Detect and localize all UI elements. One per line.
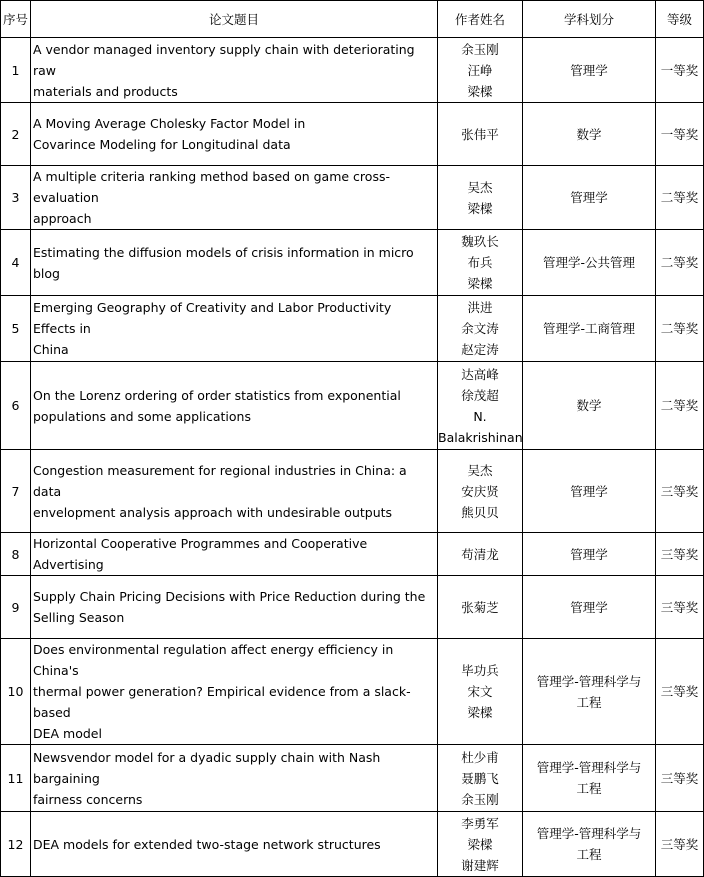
award-grade: 二等奖 (656, 230, 704, 296)
discipline-line: 数学 (576, 398, 602, 413)
author-name: 梁樑 (467, 200, 493, 216)
author-name: 苟清龙 (461, 546, 499, 562)
discipline (523, 230, 656, 296)
paper-title-line: materials and products (33, 83, 178, 99)
table-row (1, 166, 704, 230)
paper-title-line: DEA models for extended two-stage network structures (33, 836, 381, 852)
author-name: 余玉刚 (461, 41, 499, 57)
row-index: 9 (1, 576, 31, 639)
row-index: 4 (1, 230, 31, 296)
paper-title-line: A multiple criteria ranking method based on game cross-evaluation (33, 169, 390, 205)
row-index: 11 (1, 745, 31, 812)
table-row (1, 230, 704, 296)
table-body (1, 38, 704, 877)
paper-title-line: A Moving Average Cholesky Factor Model in (33, 116, 306, 131)
author-name: 梁樑 (467, 705, 493, 720)
header-row (1, 1, 704, 38)
discipline (523, 812, 656, 877)
row-index: 5 (1, 296, 31, 362)
table-row (1, 450, 704, 533)
authors (438, 38, 523, 103)
row-index: 12 (1, 812, 31, 877)
award-grade: 三等奖 (656, 533, 704, 576)
paper-title (31, 450, 438, 533)
author-name: 吴杰 (467, 462, 493, 478)
discipline-line: 管理学-公共管理 (542, 255, 635, 270)
discipline-line: 管理学-管理科学与 (536, 673, 642, 689)
paper-title (31, 639, 438, 745)
authors (438, 230, 523, 296)
paper-title-line: Covarince Modeling for Longitudinal data (33, 137, 291, 152)
discipline (523, 103, 656, 166)
paper-title-line: Estimating the diffusion models of crisis information in micro blog (33, 244, 414, 281)
discipline-line: 管理学-管理科学与 (536, 760, 642, 775)
award-grade: 一等奖 (656, 38, 704, 103)
paper-title (31, 812, 438, 877)
paper-title (31, 296, 438, 362)
discipline-line: 数学 (576, 126, 602, 142)
row-index: 8 (1, 533, 31, 576)
paper-title-line: On the Lorenz ordering of order statistics from exponential (33, 387, 401, 403)
authors (438, 450, 523, 533)
author-name: 布兵 (467, 255, 493, 270)
paper-title (31, 103, 438, 166)
author-name: 聂鹏飞 (461, 770, 499, 786)
header-discipline: 学科划分 (523, 1, 656, 38)
paper-title (31, 745, 438, 812)
discipline (523, 296, 656, 362)
award-grade: 二等奖 (656, 296, 704, 362)
discipline (523, 38, 656, 103)
discipline-line: 管理学 (570, 546, 608, 562)
paper-title (31, 362, 438, 450)
author-name: 毕功兵 (461, 663, 499, 678)
award-grade: 二等奖 (656, 362, 704, 450)
award-grade: 二等奖 (656, 166, 704, 230)
paper-title-line: populations and some applications (33, 408, 251, 424)
award-grade: 三等奖 (656, 576, 704, 639)
author-name: 余文涛 (461, 321, 499, 336)
discipline-line: 管理学 (570, 599, 608, 615)
paper-title-line: thermal power generation? Empirical evidence from a slack-based (33, 684, 411, 720)
author-name: 宋文 (467, 684, 493, 699)
author-name: 吴杰 (467, 179, 493, 195)
authors (438, 166, 523, 230)
paper-title-line: approach (33, 211, 92, 226)
table-row (1, 296, 704, 362)
table-row (1, 639, 704, 745)
author-name: 余玉刚 (461, 791, 499, 807)
row-index: 6 (1, 362, 31, 450)
paper-title-line: envelopment analysis approach with undesirable outputs (33, 504, 393, 520)
discipline-line: 管理学 (570, 483, 608, 499)
header-index: 序号 (1, 1, 31, 38)
discipline-line: 工程 (576, 847, 602, 862)
paper-title-line: China (33, 342, 69, 357)
author-name: 洪进 (467, 300, 493, 315)
author-name: 梁樑 (467, 83, 493, 99)
author-name: 杜少甫 (461, 749, 499, 765)
author-name: 梁樑 (467, 836, 493, 852)
row-index: 7 (1, 450, 31, 533)
authors (438, 362, 523, 450)
author-name: 熊贝贝 (461, 504, 499, 520)
discipline (523, 362, 656, 450)
discipline (523, 166, 656, 230)
header-authors: 作者姓名 (438, 1, 523, 38)
paper-title-line: A vendor managed inventory supply chain with deteriorating raw (33, 41, 415, 78)
table-row (1, 362, 704, 450)
paper-title (31, 230, 438, 296)
award-grade: 三等奖 (656, 812, 704, 877)
author-name: 达高峰 (461, 366, 499, 382)
table-row (1, 533, 704, 576)
paper-title-line: Supply Chain Pricing Decisions with Price Reduction during the (33, 589, 426, 604)
header-grade: 等级 (656, 1, 704, 38)
author-name: 张伟平 (461, 126, 499, 142)
paper-title-line: Selling Season (33, 610, 125, 625)
discipline-line: 工程 (576, 781, 602, 796)
authors (438, 533, 523, 576)
discipline (523, 533, 656, 576)
award-grade: 一等奖 (656, 103, 704, 166)
row-index: 3 (1, 166, 31, 230)
table-row (1, 576, 704, 639)
author-name: N. (473, 408, 487, 424)
author-name: 梁樑 (467, 276, 493, 291)
paper-title-line: Does environmental regulation affect energy efficiency in China's (33, 642, 394, 678)
table-row (1, 745, 704, 812)
author-name: 魏玖长 (461, 234, 499, 249)
award-grade: 三等奖 (656, 639, 704, 745)
table-row (1, 38, 704, 103)
discipline-line: 管理学 (570, 190, 608, 205)
paper-title-line: Congestion measurement for regional industries in China: a data (33, 462, 407, 499)
award-grade: 三等奖 (656, 745, 704, 812)
author-name: 汪峥 (467, 62, 493, 78)
discipline (523, 639, 656, 745)
paper-title (31, 38, 438, 103)
author-name: 张菊芝 (461, 599, 499, 615)
paper-title (31, 166, 438, 230)
paper-title (31, 576, 438, 639)
authors (438, 103, 523, 166)
author-name: 徐茂超 (461, 387, 499, 403)
discipline (523, 576, 656, 639)
row-index: 10 (1, 639, 31, 745)
header-title: 论文题目 (31, 1, 438, 38)
award-grade: 三等奖 (656, 450, 704, 533)
discipline-line: 管理学-管理科学与 (536, 826, 642, 841)
paper-title-line: Newsvendor model for a dyadic supply chain with Nash bargaining (33, 749, 381, 786)
authors (438, 296, 523, 362)
discipline-line: 管理学 (570, 62, 608, 78)
author-name: Balakrishinan (438, 429, 523, 445)
paper-title-line: Horizontal Cooperative Programmes and Cooperative Advertising (33, 536, 368, 572)
paper-title-line: Emerging Geography of Creativity and Labor Productivity Effects in (33, 300, 392, 336)
paper-title-line: fairness concerns (33, 791, 143, 807)
authors (438, 576, 523, 639)
discipline (523, 745, 656, 812)
table-row (1, 812, 704, 877)
author-name: 谢建辉 (461, 857, 499, 873)
authors (438, 639, 523, 745)
authors (438, 812, 523, 877)
author-name: 安庆贤 (461, 483, 499, 499)
author-name: 李勇军 (461, 815, 499, 831)
row-index: 2 (1, 103, 31, 166)
author-name: 赵定涛 (461, 342, 499, 357)
discipline-line: 工程 (576, 694, 602, 710)
row-index: 1 (1, 38, 31, 103)
table-row (1, 103, 704, 166)
discipline-line: 管理学-工商管理 (542, 321, 635, 336)
paper-title-line: DEA model (33, 726, 102, 741)
discipline (523, 450, 656, 533)
paper-title (31, 533, 438, 576)
authors (438, 745, 523, 812)
